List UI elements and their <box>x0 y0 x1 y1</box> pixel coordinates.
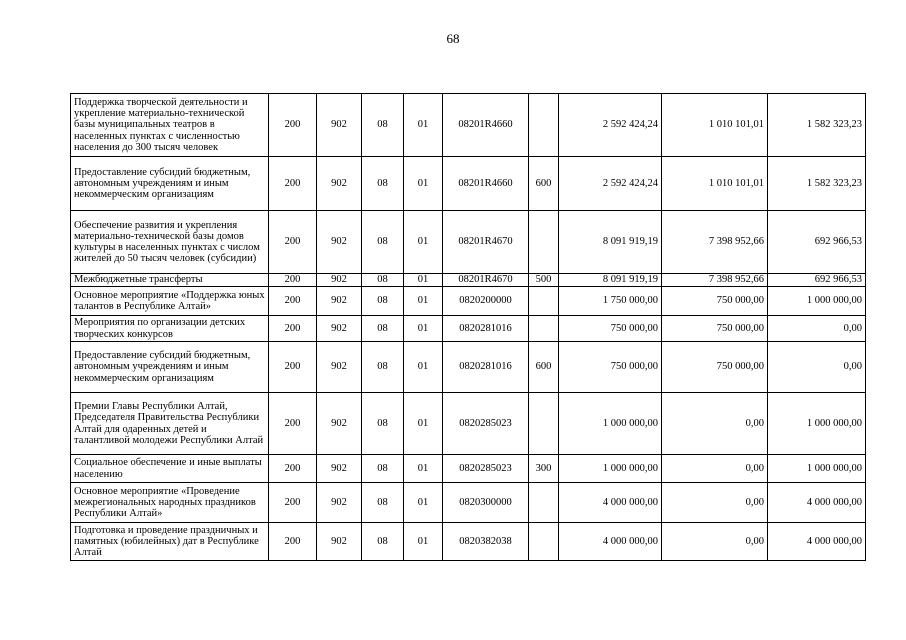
amount-regional-cell: 4 000 000,00 <box>768 523 866 561</box>
admin-code-cell: 200 <box>269 274 317 287</box>
ministry-code-cell: 902 <box>317 287 362 316</box>
amount-total-cell: 1 000 000,00 <box>559 393 662 455</box>
expense-type-cell <box>529 316 559 342</box>
table-row <box>71 483 866 523</box>
amount-total-cell: 1 000 000,00 <box>559 455 662 483</box>
target-article-cell: 08201R4670 <box>443 274 529 287</box>
row-name: Межбюджетные трансферты <box>71 274 269 287</box>
amount-total-cell: 750 000,00 <box>559 342 662 393</box>
row-name: Предоставление субсидий бюджетным, автономным учреждениям и иным некоммерческим организациям <box>71 342 269 393</box>
amount-federal-cell: 0,00 <box>662 483 768 523</box>
admin-code-cell: 200 <box>269 287 317 316</box>
section-cell: 08 <box>362 483 404 523</box>
table-row <box>71 393 866 455</box>
subsection-cell: 01 <box>404 342 443 393</box>
target-article-cell: 08201R4670 <box>443 211 529 274</box>
section-cell: 08 <box>362 157 404 211</box>
ministry-code-cell: 902 <box>317 316 362 342</box>
amount-total-cell: 4 000 000,00 <box>559 523 662 561</box>
subsection-cell: 01 <box>404 316 443 342</box>
ministry-code-cell: 902 <box>317 393 362 455</box>
amount-federal-cell: 0,00 <box>662 393 768 455</box>
amount-federal-cell: 750 000,00 <box>662 342 768 393</box>
amount-regional-cell: 692 966,53 <box>768 211 866 274</box>
amount-federal-cell: 7 398 952,66 <box>662 274 768 287</box>
row-name: Основное мероприятие «Проведение межрегиональных народных праздников Республики Алтай» <box>71 483 269 523</box>
target-article-cell: 0820382038 <box>443 523 529 561</box>
section-cell: 08 <box>362 94 404 157</box>
amount-regional-cell: 0,00 <box>768 316 866 342</box>
expense-type-cell <box>529 393 559 455</box>
table-row <box>71 455 866 483</box>
amount-regional-cell: 1 000 000,00 <box>768 287 866 316</box>
row-name: Обеспечение развития и укрепления материально-технической базы домов культуры в населенных пунктах с числом жителей до 50 тысяч человек (субсидии) <box>71 211 269 274</box>
table-row <box>71 157 866 211</box>
admin-code-cell: 200 <box>269 211 317 274</box>
subsection-cell: 01 <box>404 211 443 274</box>
amount-total-cell: 2 592 424,24 <box>559 94 662 157</box>
amount-federal-cell: 1 010 101,01 <box>662 94 768 157</box>
section-cell: 08 <box>362 523 404 561</box>
budget-table <box>70 93 866 561</box>
target-article-cell: 08201R4660 <box>443 94 529 157</box>
expense-type-cell <box>529 211 559 274</box>
ministry-code-cell: 902 <box>317 523 362 561</box>
expense-type-cell: 300 <box>529 455 559 483</box>
expense-type-cell <box>529 523 559 561</box>
target-article-cell: 08201R4660 <box>443 157 529 211</box>
admin-code-cell: 200 <box>269 157 317 211</box>
ministry-code-cell: 902 <box>317 483 362 523</box>
ministry-code-cell: 902 <box>317 274 362 287</box>
amount-regional-cell: 0,00 <box>768 342 866 393</box>
subsection-cell: 01 <box>404 157 443 211</box>
admin-code-cell: 200 <box>269 94 317 157</box>
table-row <box>71 287 866 316</box>
amount-federal-cell: 0,00 <box>662 455 768 483</box>
subsection-cell: 01 <box>404 287 443 316</box>
row-name: Предоставление субсидий бюджетным, автономным учреждениям и иным некоммерческим организациям <box>71 157 269 211</box>
ministry-code-cell: 902 <box>317 211 362 274</box>
page-number: 68 <box>446 31 460 46</box>
amount-total-cell: 8 091 919,19 <box>559 274 662 287</box>
amount-federal-cell: 1 010 101,01 <box>662 157 768 211</box>
expense-type-cell <box>529 483 559 523</box>
amount-total-cell: 2 592 424,24 <box>559 157 662 211</box>
ministry-code-cell: 902 <box>317 342 362 393</box>
amount-regional-cell: 1 582 323,23 <box>768 94 866 157</box>
table-row <box>71 211 866 274</box>
row-name: Премии Главы Республики Алтай, Председателя Правительства Республики Алтай для одаренных детей и талантливой молодежи Республики Алтай <box>71 393 269 455</box>
section-cell: 08 <box>362 342 404 393</box>
admin-code-cell: 200 <box>269 483 317 523</box>
target-article-cell: 0820285023 <box>443 393 529 455</box>
subsection-cell: 01 <box>404 274 443 287</box>
subsection-cell: 01 <box>404 94 443 157</box>
table-row <box>71 523 866 561</box>
row-name: Поддержка творческой деятельности и укрепление материально-технической базы муниципальных театров в населенных пунктах с численностью населения до 300 тысяч человек <box>71 94 269 157</box>
amount-regional-cell: 4 000 000,00 <box>768 483 866 523</box>
target-article-cell: 0820285023 <box>443 455 529 483</box>
table-row <box>71 274 866 287</box>
amount-federal-cell: 750 000,00 <box>662 287 768 316</box>
table-row <box>71 316 866 342</box>
target-article-cell: 0820300000 <box>443 483 529 523</box>
amount-regional-cell: 692 966,53 <box>768 274 866 287</box>
expense-type-cell: 500 <box>529 274 559 287</box>
section-cell: 08 <box>362 393 404 455</box>
row-name: Мероприятия по организации детских творческих конкурсов <box>71 316 269 342</box>
row-name: Подготовка и проведение праздничных и памятных (юбилейных) дат в Республике Алтай <box>71 523 269 561</box>
section-cell: 08 <box>362 316 404 342</box>
section-cell: 08 <box>362 455 404 483</box>
amount-federal-cell: 750 000,00 <box>662 316 768 342</box>
admin-code-cell: 200 <box>269 393 317 455</box>
ministry-code-cell: 902 <box>317 94 362 157</box>
admin-code-cell: 200 <box>269 455 317 483</box>
admin-code-cell: 200 <box>269 523 317 561</box>
ministry-code-cell: 902 <box>317 157 362 211</box>
row-name: Основное мероприятие «Поддержка юных талантов в Республике Алтай» <box>71 287 269 316</box>
target-article-cell: 0820200000 <box>443 287 529 316</box>
table-row <box>71 342 866 393</box>
admin-code-cell: 200 <box>269 342 317 393</box>
subsection-cell: 01 <box>404 483 443 523</box>
expense-type-cell <box>529 94 559 157</box>
amount-total-cell: 4 000 000,00 <box>559 483 662 523</box>
budget-table-body <box>71 94 866 561</box>
amount-total-cell: 8 091 919,19 <box>559 211 662 274</box>
section-cell: 08 <box>362 274 404 287</box>
amount-regional-cell: 1 582 323,23 <box>768 157 866 211</box>
section-cell: 08 <box>362 211 404 274</box>
expense-type-cell: 600 <box>529 157 559 211</box>
amount-total-cell: 750 000,00 <box>559 316 662 342</box>
amount-total-cell: 1 750 000,00 <box>559 287 662 316</box>
expense-type-cell: 600 <box>529 342 559 393</box>
table-row <box>71 94 866 157</box>
amount-federal-cell: 0,00 <box>662 523 768 561</box>
section-cell: 08 <box>362 287 404 316</box>
row-name: Социальное обеспечение и иные выплаты населению <box>71 455 269 483</box>
subsection-cell: 01 <box>404 455 443 483</box>
subsection-cell: 01 <box>404 523 443 561</box>
ministry-code-cell: 902 <box>317 455 362 483</box>
amount-federal-cell: 7 398 952,66 <box>662 211 768 274</box>
target-article-cell: 0820281016 <box>443 342 529 393</box>
subsection-cell: 01 <box>404 393 443 455</box>
expense-type-cell <box>529 287 559 316</box>
admin-code-cell: 200 <box>269 316 317 342</box>
amount-regional-cell: 1 000 000,00 <box>768 455 866 483</box>
target-article-cell: 0820281016 <box>443 316 529 342</box>
amount-regional-cell: 1 000 000,00 <box>768 393 866 455</box>
